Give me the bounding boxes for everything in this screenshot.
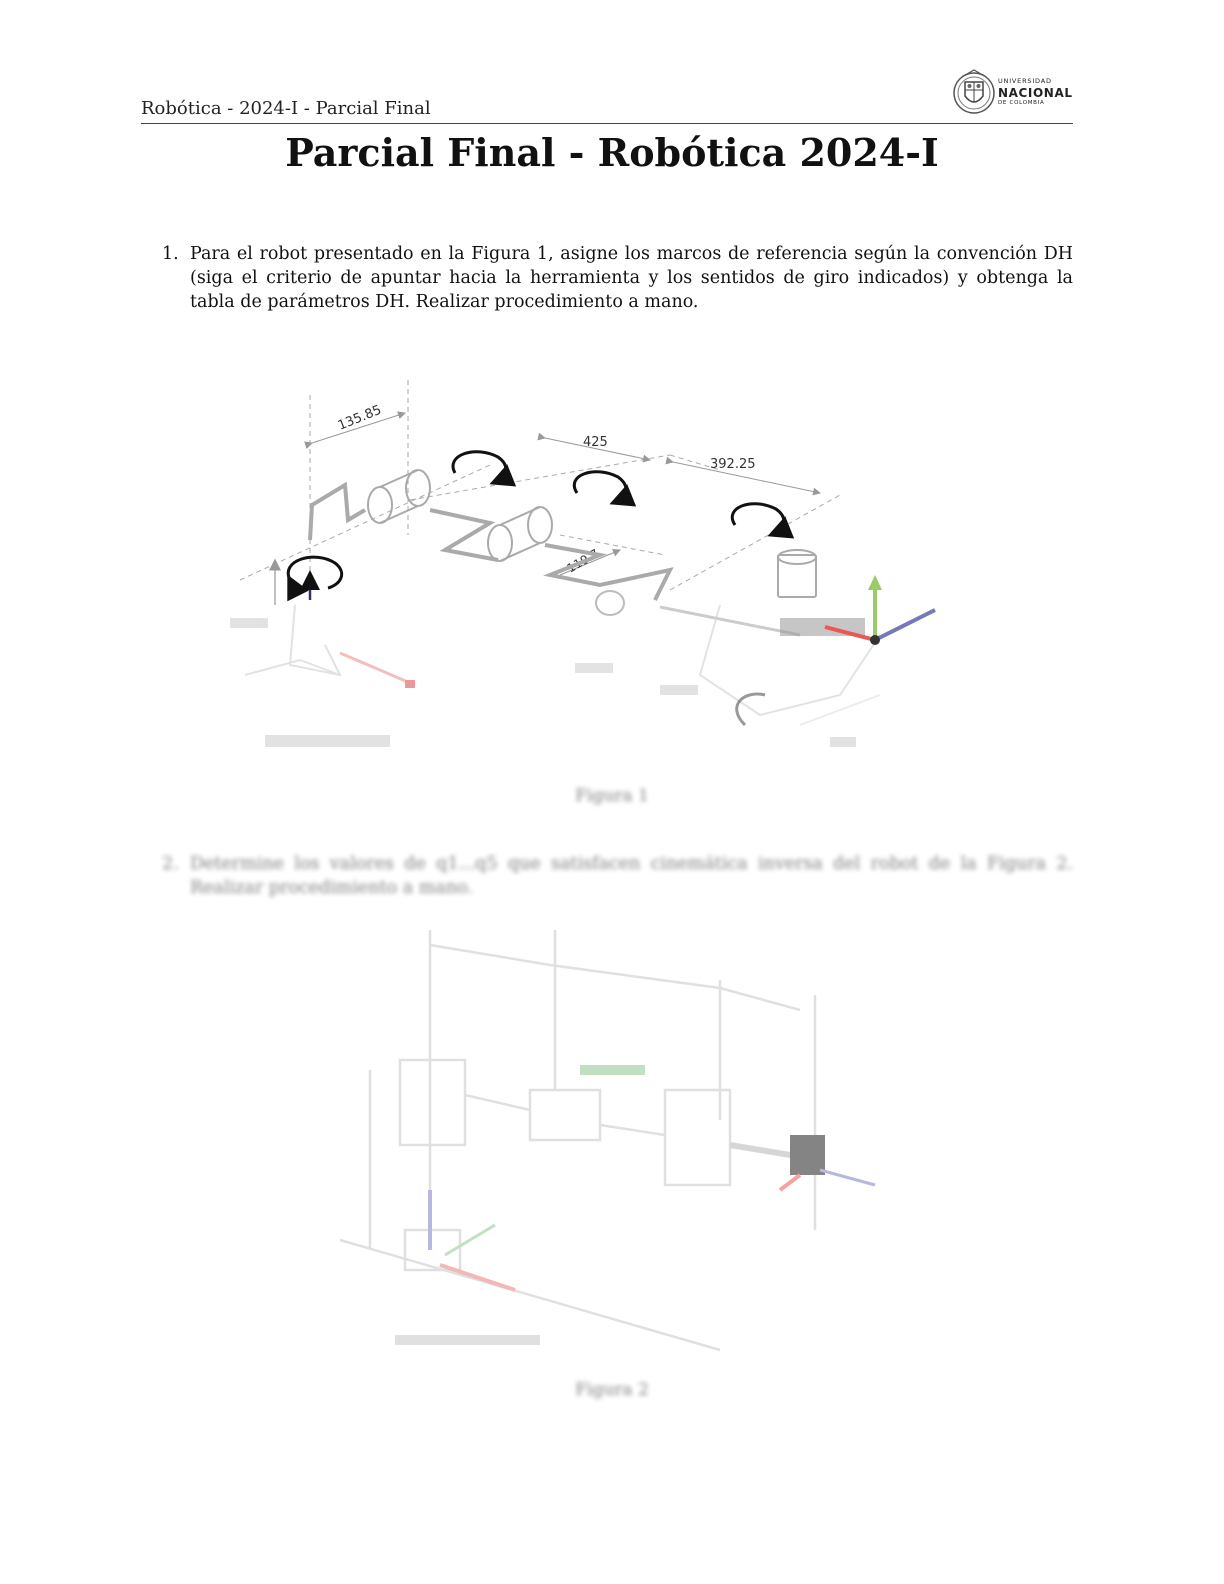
- page-title: Parcial Final - Robótica 2024-I: [285, 130, 939, 175]
- header-divider: [141, 123, 1073, 124]
- question-2: [162, 852, 1073, 900]
- dimension-label: 119.7: [564, 546, 602, 576]
- dimension-label: 135.85: [335, 402, 384, 434]
- dimension-label: 425: [583, 435, 608, 450]
- logo-text: [998, 78, 1073, 106]
- question-number: 1.: [162, 244, 179, 264]
- figure-1-caption: Figura 1: [575, 786, 649, 806]
- logo-line-1: UNIVERSIDAD: [998, 77, 1052, 85]
- question-1: [162, 242, 1073, 314]
- figure-1-robot-diagram: [200, 375, 980, 775]
- question-number: 2.: [162, 854, 179, 874]
- university-logo: [952, 66, 1074, 120]
- dimension-label: 392.25: [710, 457, 756, 472]
- logo-line-2: NACIONAL: [998, 85, 1073, 100]
- figure-2-robot-diagram: [330, 920, 900, 1360]
- logo-line-3: DE COLOMBIA: [998, 99, 1045, 106]
- figure-2-caption: Figura 2: [575, 1380, 649, 1400]
- running-header: Robótica - 2024-I - Parcial Final: [141, 98, 431, 119]
- shield-icon: [952, 66, 996, 120]
- question-text: Para el robot presentado en la Figura 1, asigne los marcos de referencia según la convención DH (siga el criterio de apuntar hacia la herramienta y los sentidos de giro indicados) y obtenga la tabla de parámetros DH. Realizar procedimiento a mano.: [190, 244, 1073, 312]
- question-text: Determine los valores de q1...q5 que satisfacen cinemática inversa del robot de la Figura 2. Realizar procedimiento a mano.: [190, 854, 1073, 898]
